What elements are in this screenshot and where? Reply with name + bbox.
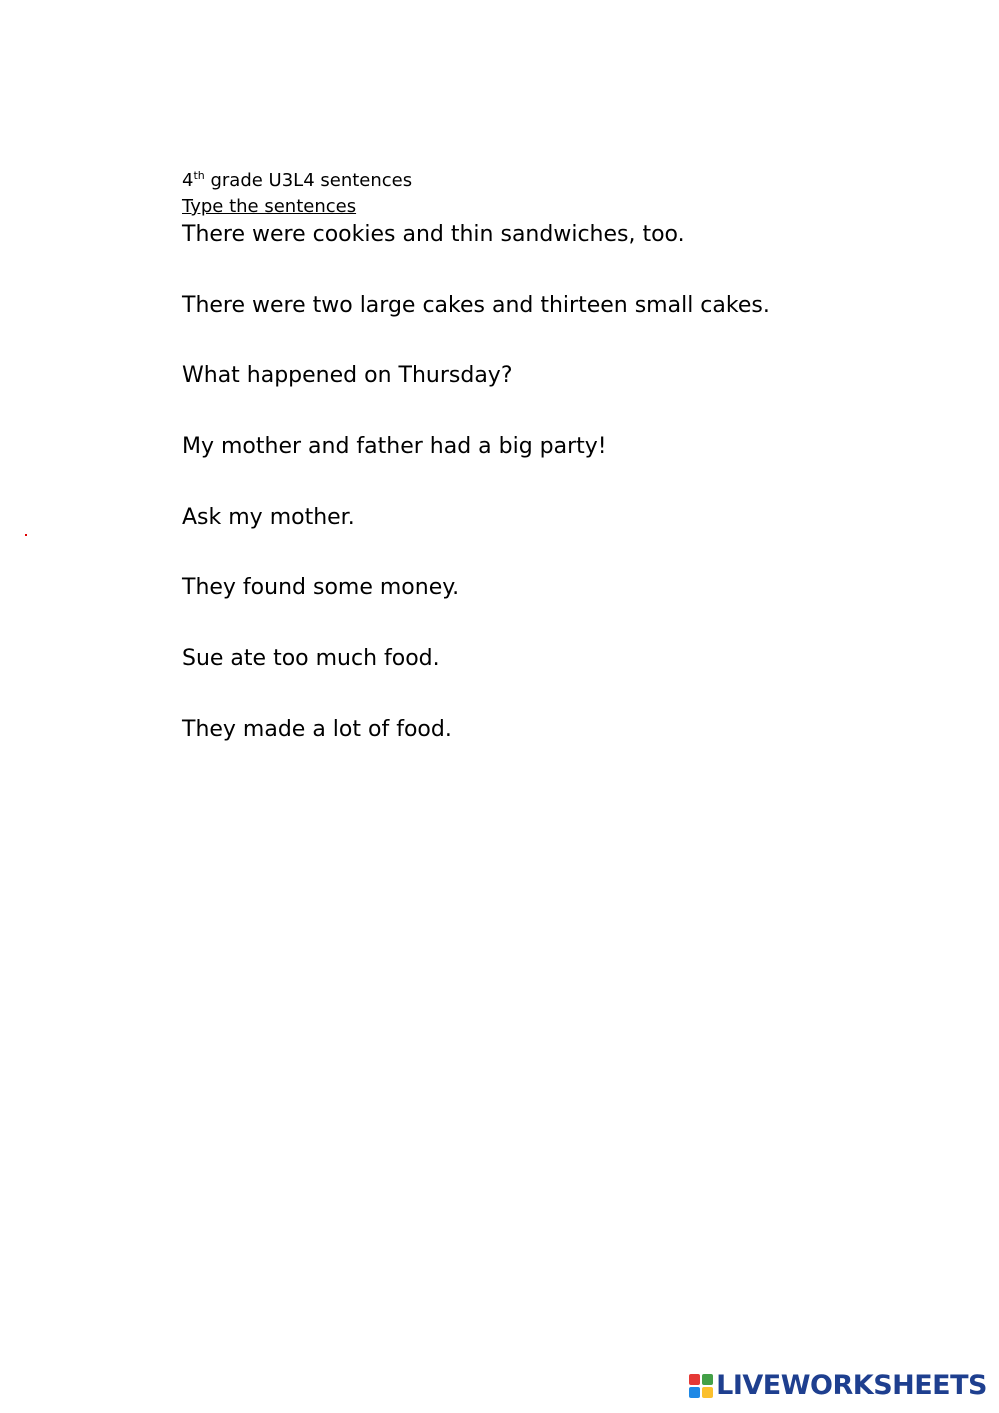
sentence-1: There were cookies and thin sandwiches, too.: [182, 222, 685, 247]
stray-mark: [25, 534, 27, 536]
title-grade-suffix: th: [193, 169, 205, 182]
sentence-6: They found some money.: [182, 575, 460, 601]
logo-square-green: [702, 1374, 713, 1385]
liveworksheets-logo-icon: [689, 1374, 713, 1398]
title-grade-number: 4: [182, 170, 194, 191]
sentence-3: What happened on Thursday?: [182, 363, 513, 389]
title-text: grade U3L4 sentences: [204, 170, 413, 191]
sentence-2: There were two large cakes and thirteen small cakes.: [182, 292, 770, 318]
logo-square-yellow: [702, 1387, 713, 1398]
brand-watermark: [689, 1370, 987, 1402]
sentence-5: Ask my mother.: [182, 504, 355, 530]
sentence-7: Sue ate too much food.: [182, 646, 440, 672]
logo-square-red: [689, 1374, 700, 1385]
worksheet: [182, 168, 942, 786]
sentence-4: My mother and father had a big party!: [182, 434, 607, 460]
sentence-8: They made a lot of food.: [182, 716, 452, 742]
worksheet-title: [182, 168, 942, 194]
sentence-list: [182, 220, 942, 745]
instruction-text: Type the sentences: [182, 196, 357, 217]
brand-name: LIVEWORKSHEETS: [716, 1370, 987, 1401]
logo-square-blue: [689, 1387, 700, 1398]
